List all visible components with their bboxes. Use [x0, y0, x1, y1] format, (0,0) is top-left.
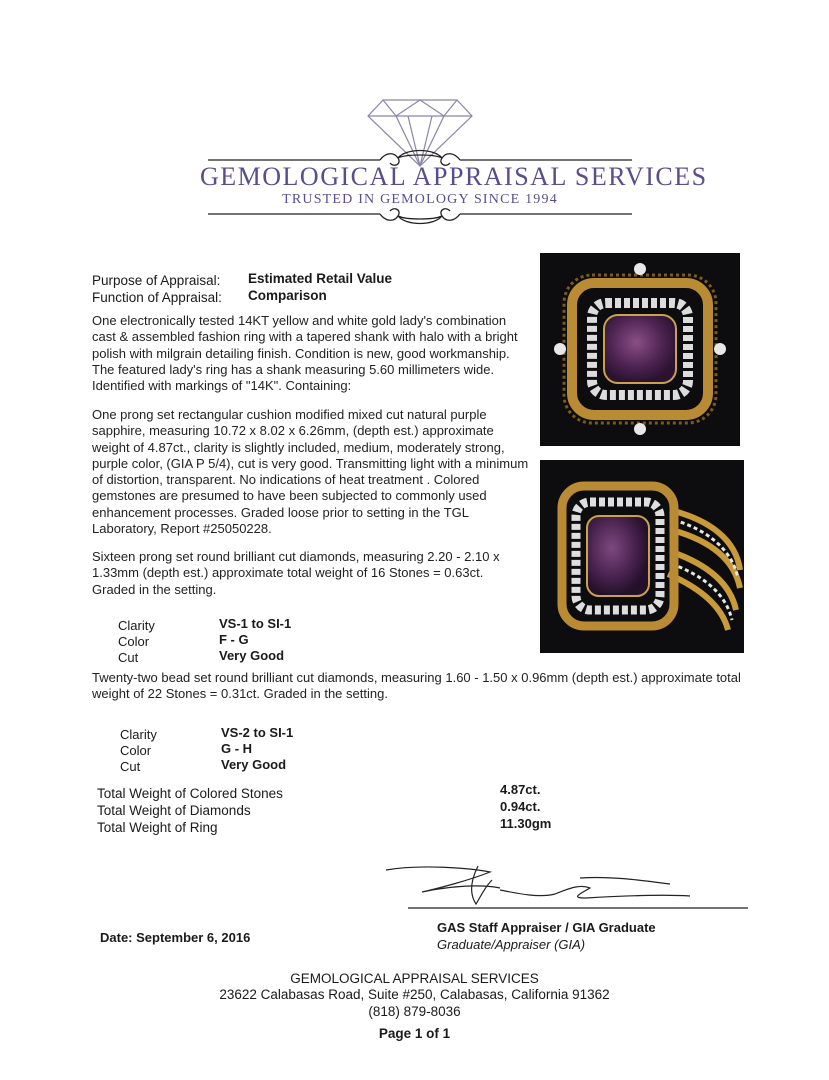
- spec-label: Color: [120, 743, 152, 758]
- ring-side-icon: [540, 460, 744, 653]
- spec-value: G - H: [221, 741, 253, 756]
- total-value: 11.30gm: [500, 816, 552, 831]
- spec-label: Cut: [120, 759, 141, 774]
- total-label: Total Weight of Diamonds: [97, 803, 251, 818]
- spec-value: Very Good: [219, 648, 285, 663]
- signature-icon: [380, 858, 750, 918]
- footer-company: GEMOLOGICAL APPRAISAL SERVICES: [290, 971, 539, 986]
- diamonds-22-description: Twenty-two bead set round brilliant cut diamonds, measuring 1.60 - 1.50 x 0.96mm (depth est.) approximate total weight of 22 Stones = 0.31ct. Graded in the setting.: [92, 670, 741, 702]
- company-tagline: TRUSTED IN GEMOLOGY SINCE 1994: [282, 192, 558, 207]
- total-label: Total Weight of Colored Stones: [97, 786, 283, 801]
- footer-phone: (818) 879-8036: [368, 1004, 461, 1019]
- footer-address: 23622 Calabasas Road, Suite #250, Calabasas, California 91362: [219, 987, 610, 1002]
- spec-label: Clarity: [120, 727, 157, 742]
- ring-photo-top: [540, 253, 740, 446]
- ring-top-icon: [540, 253, 740, 446]
- total-label: Total Weight of Ring: [97, 820, 218, 835]
- signer-title: GAS Staff Appraiser / GIA Graduate: [437, 920, 656, 935]
- spec-label: Color: [118, 634, 150, 649]
- spec-label: Cut: [118, 650, 139, 665]
- purpose-label: Purpose of Appraisal:: [92, 273, 221, 288]
- spec-label: Clarity: [118, 618, 155, 633]
- total-value: 0.94ct.: [500, 799, 541, 814]
- spec-value: Very Good: [221, 757, 287, 772]
- sapphire-description: One prong set rectangular cushion modified mixed cut natural purple sapphire, measuring 10.72 x 8.02 x 6.26mm, (depth est.) approximate weight of 4.87ct., clarity is slightly included, medium, moderately strong, purple color, (GIA P 5/4), cut is very good. Transmitting light with a minimum of distortion, transparent. No indications of heat treatment . Colored gemstones are presumed to have been subjected to commonly used enhancement processes. Graded loose prior to setting in the TGL Laboratory, Report #25050228.: [92, 407, 529, 537]
- ring-description: One electronically tested 14KT yellow and white gold lady's combination cast & assembled fashion ring with a tapered shank with halo with a bright polish with milgrain detailing finish. Condition is new, good workmanship. The featured lady's ring has a shank measuring 5.60 millimeters wide. Identified with markings of "14K". Containing:: [92, 313, 518, 394]
- company-logo: [200, 88, 708, 238]
- spec-value: VS-2 to SI-1: [221, 725, 294, 740]
- spec-value: VS-1 to SI-1: [219, 616, 292, 631]
- spec-value: F - G: [219, 632, 249, 647]
- ring-photo-side: [540, 460, 744, 653]
- diamonds-16-description: Sixteen prong set round brilliant cut diamonds, measuring 2.20 - 2.10 x 1.33mm (depth est.) approximate total weight of 16 Stones = 0.63ct. Graded in the setting.: [92, 549, 500, 597]
- purpose-value: Estimated Retail Value: [248, 271, 393, 286]
- function-label: Function of Appraisal:: [92, 290, 222, 305]
- total-value: 4.87ct.: [500, 782, 541, 797]
- page-number: Page 1 of 1: [378, 1026, 451, 1041]
- function-value: Comparison: [248, 288, 327, 303]
- company-name: GEMOLOGICAL APPRAISAL SERVICES: [200, 162, 708, 191]
- signer-subtitle: Graduate/Appraiser (GIA): [437, 937, 586, 952]
- appraisal-date: Date: September 6, 2016: [100, 930, 251, 945]
